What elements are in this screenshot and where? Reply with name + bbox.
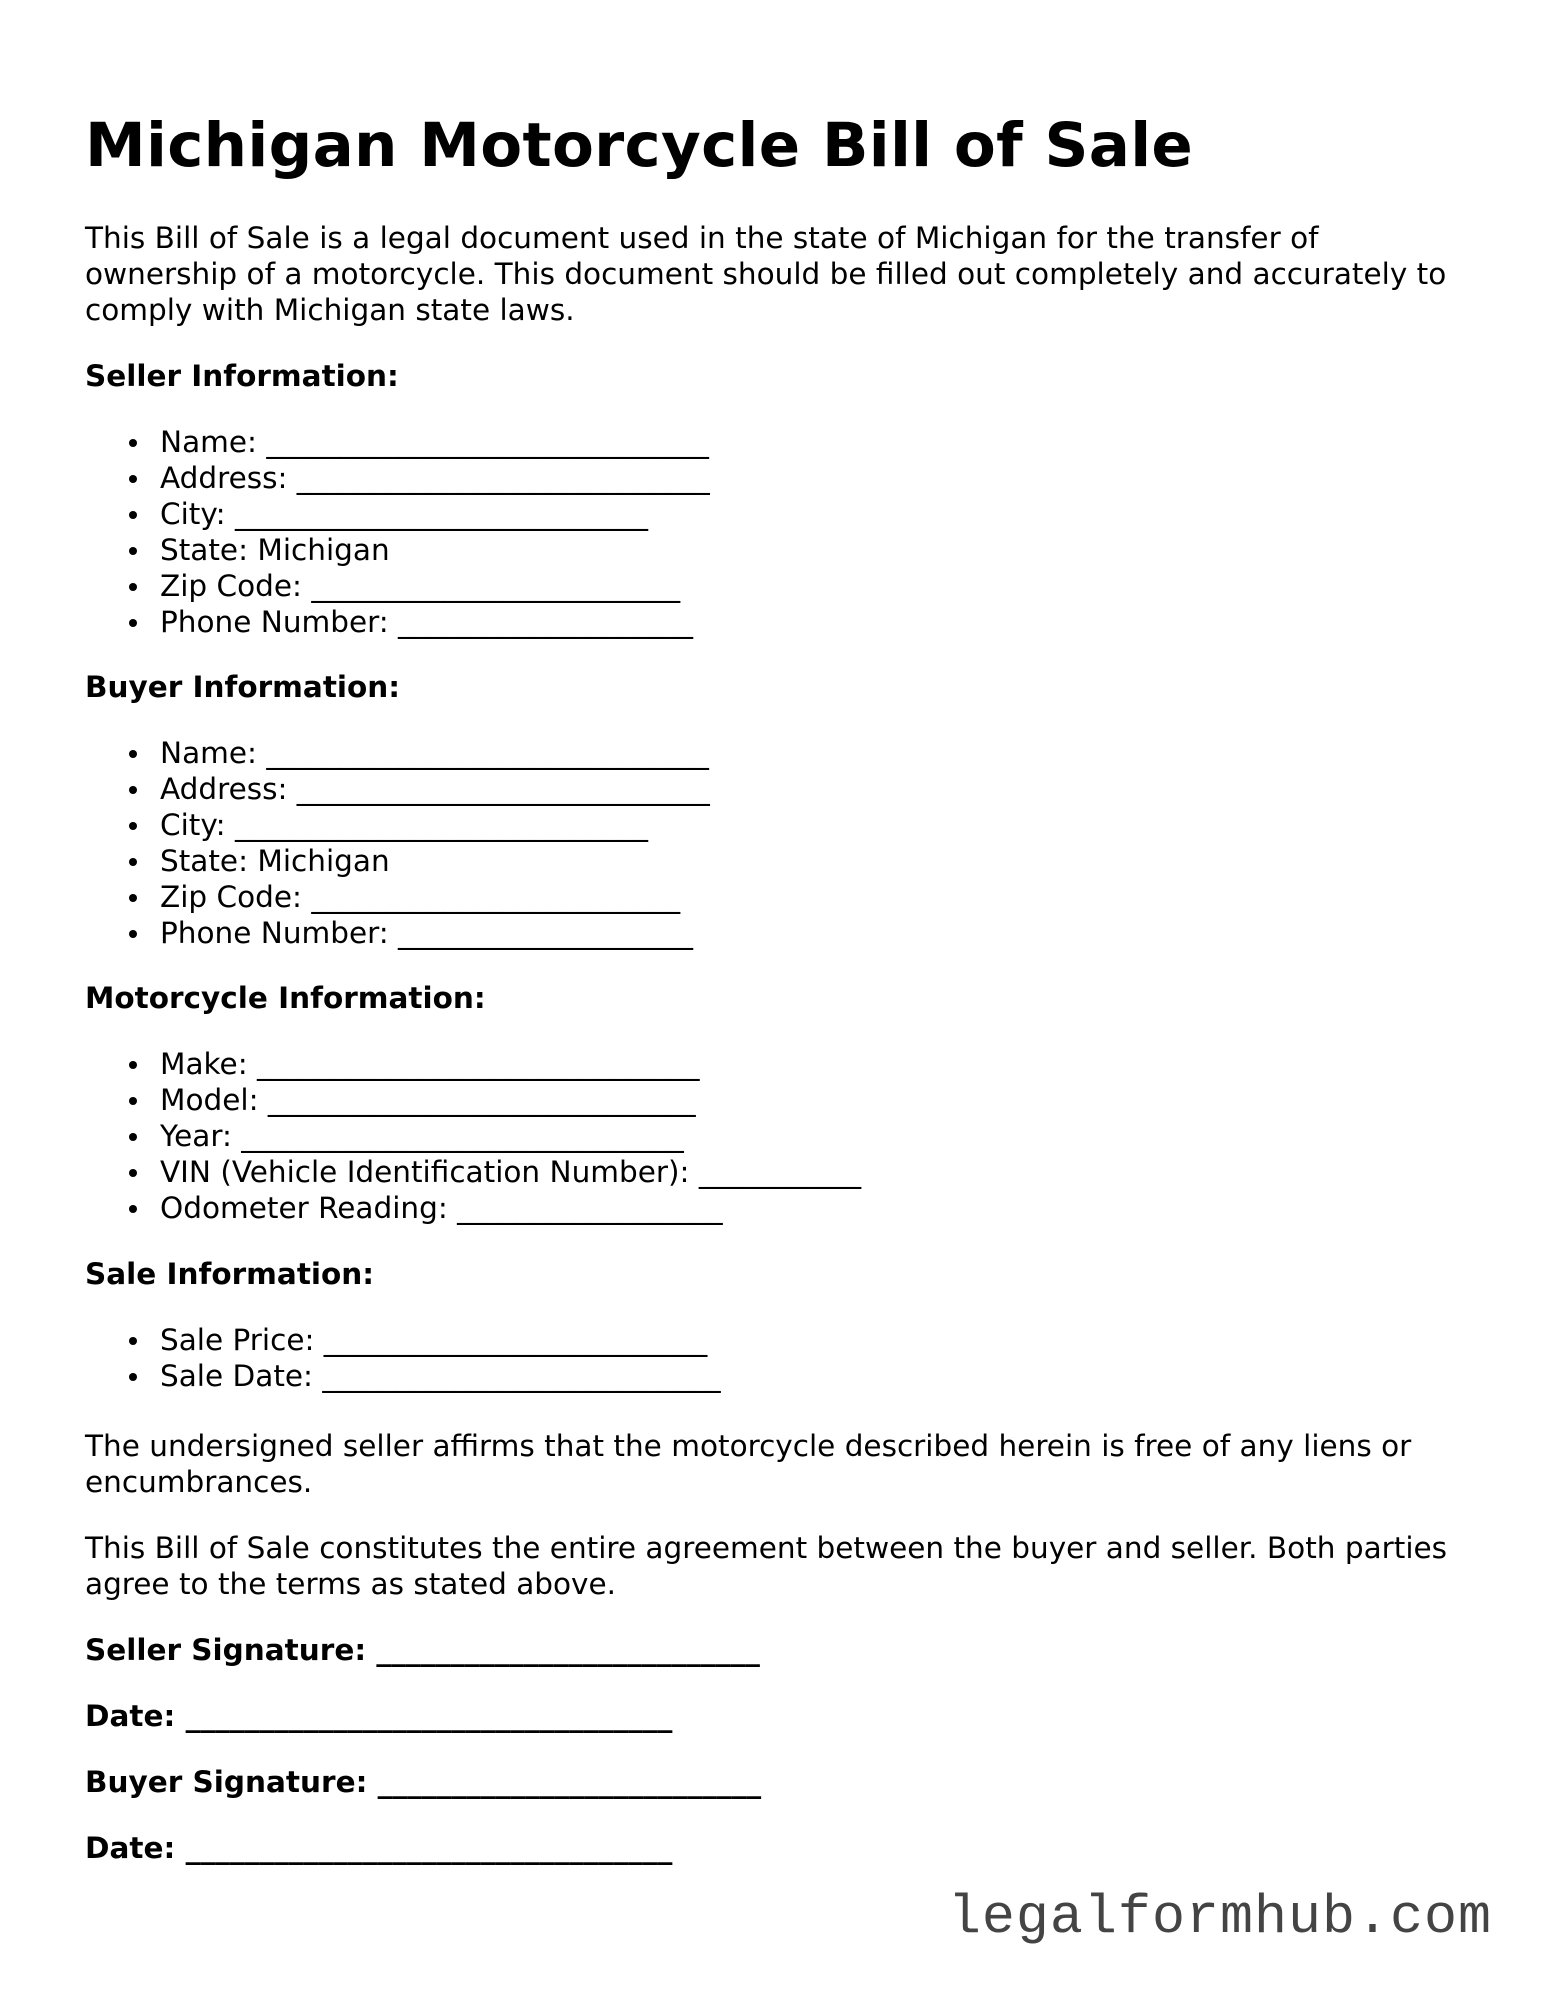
sale-section-heading: Sale Information: [85, 1257, 375, 1291]
motorcycle-field-list [85, 1046, 861, 1226]
sale-date-field[interactable]: Sale Date: ___________________________ [85, 1358, 721, 1394]
motorcycle-vin-field[interactable]: VIN (Vehicle Identification Number): ___________ [85, 1154, 861, 1190]
watermark-text: legalformhub.com [947, 1886, 1492, 1949]
buyer-city-field[interactable]: City: ____________________________ [85, 807, 710, 843]
motorcycle-model-field[interactable]: Model: _____________________________ [85, 1082, 861, 1118]
buyer-signature-line[interactable]: Buyer Signature: __________________________ [85, 1765, 762, 1799]
motorcycle-make-field[interactable]: Make: ______________________________ [85, 1046, 861, 1082]
intro-paragraph: This Bill of Sale is a legal document used in the state of Michigan for the transfer of ownership of a motorcycle. This document should be filled out completely and accurately to comply with Michigan state laws. [85, 221, 1447, 327]
motorcycle-section-heading: Motorcycle Information: [85, 981, 486, 1015]
seller-city-field[interactable]: City: ____________________________ [85, 496, 710, 532]
buyer-name-field[interactable]: Name: ______________________________ [85, 735, 710, 771]
seller-field-list [85, 424, 710, 640]
motorcycle-year-field[interactable]: Year: ______________________________ [85, 1118, 861, 1154]
buyer-zip-field[interactable]: Zip Code: _________________________ [85, 879, 710, 915]
sale-field-list [85, 1322, 721, 1394]
seller-state-field: State: Michigan [85, 532, 710, 568]
buyer-address-field[interactable]: Address: ____________________________ [85, 771, 710, 807]
seller-signature-line[interactable]: Seller Signature: __________________________ [85, 1633, 760, 1667]
sale-price-field[interactable]: Sale Price: __________________________ [85, 1322, 721, 1358]
seller-address-field[interactable]: Address: ____________________________ [85, 460, 710, 496]
buyer-state-field: State: Michigan [85, 843, 710, 879]
buyer-field-list [85, 735, 710, 951]
buyer-date-line[interactable]: Date: _________________________________ [85, 1831, 673, 1865]
affirmation-paragraph: The undersigned seller affirms that the motorcycle described herein is free of any liens or encumbrances. [85, 1429, 1412, 1499]
page-title: Michigan Motorcycle Bill of Sale [85, 110, 1194, 181]
seller-date-line[interactable]: Date: _________________________________ [85, 1699, 673, 1733]
buyer-section-heading: Buyer Information: [85, 670, 401, 704]
seller-phone-field[interactable]: Phone Number: ____________________ [85, 604, 710, 640]
motorcycle-odometer-field[interactable]: Odometer Reading: __________________ [85, 1190, 861, 1226]
seller-section-heading: Seller Information: [85, 359, 399, 393]
seller-name-field[interactable]: Name: ______________________________ [85, 424, 710, 460]
buyer-phone-field[interactable]: Phone Number: ____________________ [85, 915, 710, 951]
seller-zip-field[interactable]: Zip Code: _________________________ [85, 568, 710, 604]
agreement-paragraph: This Bill of Sale constitutes the entire agreement between the buyer and seller. Both parties agree to the terms as stated above. [85, 1531, 1448, 1601]
